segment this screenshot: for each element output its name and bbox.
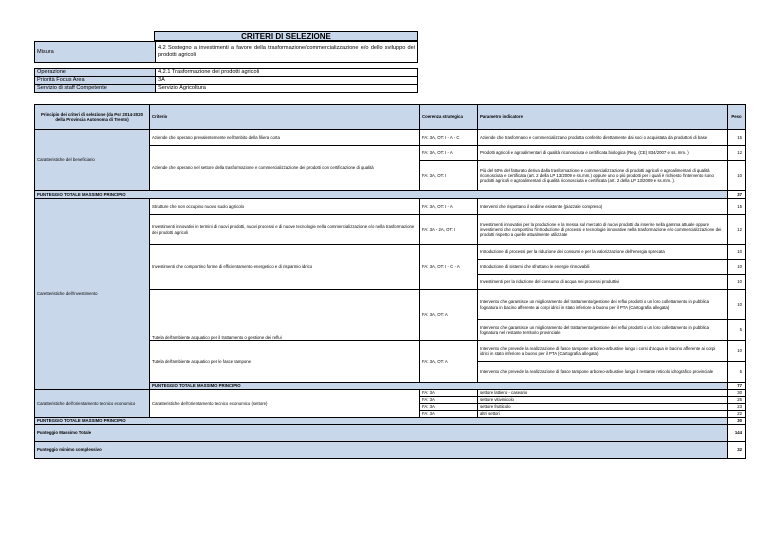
coerenza-cell: FA: 3A, OT: I - C - A	[420, 245, 478, 290]
parametro-cell: Introduzione di sistemi che sfruttano le energie rinnovabili	[478, 260, 728, 275]
criterio-cell: Aziende che operano prevalentemente nell'ambito della filiera corta	[150, 130, 420, 146]
parametro-cell: Investimenti per la riduzione del consumo di acqua nei processi produttivi	[478, 275, 728, 290]
table-header-row	[35, 105, 746, 130]
servizio-value: Servizio Agricoltura	[156, 85, 418, 93]
total-label: PUNTEGGIO TOTALE MASSIMO PRINCIPIO	[35, 418, 728, 425]
peso-cell: 5	[728, 320, 746, 341]
principio-investimento: Caretteristiche dell'investimento	[35, 199, 150, 390]
criterio-cell: Investimenti che comportino forme di efficientamento energetico e di risparmio idrico	[150, 245, 420, 290]
parametro-cell: Aziende che trasformano e commercializzano prodotta conferito direttamente dai soci o acquistata da produttori di base	[478, 130, 728, 146]
table-row	[35, 130, 746, 146]
page-title: CRITERI DI SELEZIONE	[154, 31, 418, 41]
peso-cell: 25	[728, 397, 746, 404]
parametro-cell: settore frutticolo	[478, 404, 728, 411]
peso-cell: 10	[728, 245, 746, 260]
table-row	[35, 390, 746, 397]
coerenza-cell: FA: 3A	[420, 390, 478, 397]
focus-area-value: 3A	[156, 77, 418, 85]
total-label: PUNTEGGIO TOTALE MASSIMO PRINCIPIO	[35, 191, 728, 199]
misura-label: Misura	[35, 42, 156, 63]
peso-cell: 22	[728, 411, 746, 418]
peso-cell: 30	[728, 390, 746, 397]
servizio-label: Servizio di staff Competente	[35, 85, 156, 93]
peso-cell: 15	[728, 199, 746, 215]
criterio-cell: Investimenti innovativi in termini di nuovi prodotti, nuovi processi e di nuove tecnologie nella commercializzazione e/o nella trasformazione dei prodotti agricoli	[150, 215, 420, 245]
operazione-label: Operazione	[35, 69, 156, 77]
criterio-cell: Strutture che non occupino nuovo suolo agricolo	[150, 199, 420, 215]
coerenza-cell: FA: 3A, OT: I	[420, 161, 478, 191]
focus-area-label: Priorità Focus Area	[35, 77, 156, 85]
peso-cell: 10	[728, 161, 746, 191]
criterio-cell: Caratteristiche dell'orientamento tecnico economico (settore)	[150, 390, 420, 418]
principio-beneficiario: Caratteristiche del beneficiario	[35, 130, 150, 191]
operazione-value: 4.2.1 Trasformazione dei prodotti agricoli	[156, 69, 418, 77]
total-row	[35, 191, 746, 199]
parametro-cell: Intervento che garantisce un miglioramento del trattamento/gestione dei reflui prodotti o un loro collettamento in pubblica fognatura in bacino afferente ai corpi idrici in stato inferiore a buono per il PTA (Cartografia allegata)	[478, 290, 728, 320]
misura-table	[34, 41, 418, 63]
parametro-cell: Interventi che rispettano il sedime esistente (piazzale compreso)	[478, 199, 728, 215]
coerenza-cell: FA: 3A, OT: I - A	[420, 146, 478, 161]
min-total-label: Punteggio minimo complessivo	[35, 442, 728, 459]
col-criterio-header: Criterio	[150, 105, 420, 130]
peso-cell: 12	[728, 146, 746, 161]
criterio-cell: Tutela dell'ambiente acquatico per il trattamento o gestione dei reflui	[150, 290, 420, 341]
coerenza-cell: FA: 3A, OT: A	[420, 341, 478, 383]
peso-cell: 15	[728, 130, 746, 146]
criterio-cell: Tutela dell'ambiente acquatico per le fasce tampone	[150, 341, 420, 383]
parametro-cell: Investimenti innovativi per la produzione e la messa sul mercato di nuovi prodotti da inserire nella gamma attuale oppure investimenti che comportino l'introduzione di processi e tecnologie innovative nella trasformazione e/o commercializzazione dei prodotti rispetto a quelle attualmente utilizzate	[478, 215, 728, 245]
parametro-cell: Prodotti agricoli e agroalimentari di qualità riconosciuta e certificata biologica (Reg. (CE) 834/2007 e ss. mm. )	[478, 146, 728, 161]
total-value: 30	[728, 418, 746, 425]
peso-cell: 5	[728, 362, 746, 383]
coerenza-cell: FA: 3A	[420, 411, 478, 418]
peso-cell: 10	[728, 260, 746, 275]
col-coerenza-header: Coerenza strategica	[420, 105, 478, 130]
total-label: PUNTEGGIO TOTALE MASSIMO PRINCIPIO	[150, 383, 728, 390]
col-parametro-header: Parametro indicatore	[478, 105, 728, 130]
parametro-cell: Intervento che garantisce un miglioramento del trattamento/gestione dei reflui prodotti o un loro collettamento in pubblica fognatura nel restante territorio provinciale	[478, 320, 728, 341]
peso-cell: 23	[728, 404, 746, 411]
table-row	[35, 199, 746, 215]
coerenza-cell: FA: 3A - 2A, OT: I	[420, 215, 478, 245]
parametro-cell: settore lattiero - caseario	[478, 390, 728, 397]
misura-value: 4.2 Sostegno a investimenti a favore della trasformazione/commercializzazione e/o dello sviluppo dei prodotti agricoli	[156, 42, 418, 63]
parametro-cell: Intervento che prevede la realizzazione di fasce tampone arboreo-arbustive lungo i corsi d'acqua in bacino afferente ai corpi idrici in stato inferiore a buono per il PTA (Cartografia allegata)	[478, 341, 728, 362]
coerenza-cell: FA: 3A	[420, 397, 478, 404]
criterio-cell: Aziende che operano nel settore della trasformazione e commercializzazione dei prodotti con certificazione di qualità	[150, 146, 420, 191]
summary-row	[35, 425, 746, 442]
criteria-table	[34, 104, 746, 459]
min-total-value: 32	[728, 442, 746, 459]
total-value: 77	[728, 383, 746, 390]
coerenza-cell: FA: 3A, OT: I - A - C	[420, 130, 478, 146]
total-value: 37	[728, 191, 746, 199]
parametro-cell: Più del 50% del fatturato deriva dalla trasformazione e commercializzazione di prodotti agricoli e agroalimentari di qualità riconosciuta e certificata (art. 2 della LP 13/2009 e ss.mm.) oppure uno o più prodotti per i quali è richiesto l'intervento sono prodotti agricoli e agroalimentari di qualità riconosciuta e certificata (art. 2 della LP 13/2009 e ss.mm. ).	[478, 161, 728, 191]
max-total-label: Punteggio Massimo Totale	[35, 425, 728, 442]
peso-cell: 10	[728, 275, 746, 290]
max-total-value: 144	[728, 425, 746, 442]
parametro-cell: Intervento che prevede la realizzazione di fasce tampone arboreo-arbustive lungo il restante reticolo idrografico provinciale	[478, 362, 728, 383]
operazione-table	[34, 68, 418, 93]
parametro-cell: settore vitivinicolo	[478, 397, 728, 404]
col-principio-header: Principio dei criteri di selezione (da Psr 2014-2020 della Provincia Autonoma di Trento)	[35, 105, 150, 130]
coerenza-cell: FA: 3A, OT: I - A	[420, 199, 478, 215]
coerenza-cell: FA: 3A, OT: A	[420, 290, 478, 341]
parametro-cell: altri settori	[478, 411, 728, 418]
summary-row	[35, 442, 746, 459]
parametro-cell: Introduzione di processi per la riduzione dei consumi e per la valorizzazione dell'energia sprecata	[478, 245, 728, 260]
peso-cell: 10	[728, 341, 746, 362]
principio-orientamento: Caratteristiche dell'orientamento tecnico economico	[35, 390, 150, 418]
peso-cell: 10	[728, 290, 746, 320]
coerenza-cell: FA: 3A	[420, 404, 478, 411]
peso-cell: 12	[728, 215, 746, 245]
total-row	[35, 418, 746, 425]
col-peso-header: Peso	[728, 105, 746, 130]
